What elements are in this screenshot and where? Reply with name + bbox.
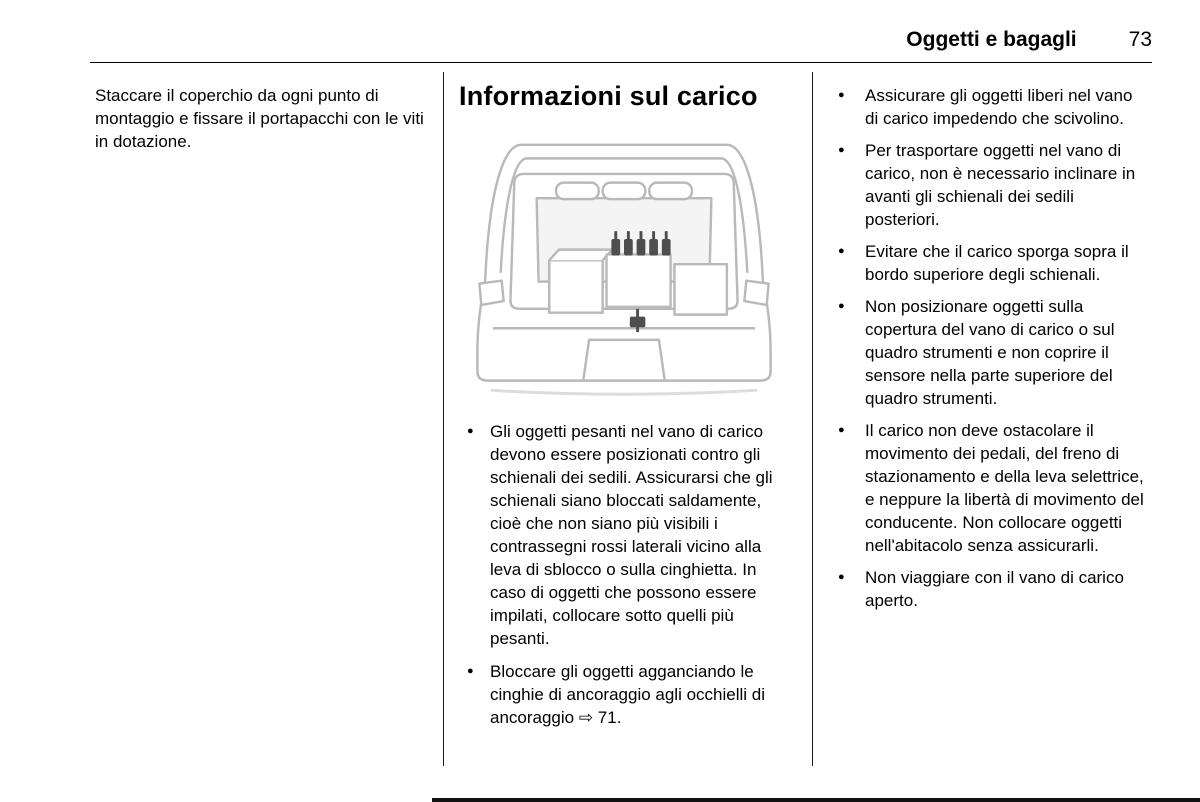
right-column (832, 84, 1144, 621)
right-bullet-list (832, 84, 1144, 612)
list-item (459, 420, 791, 650)
list-item (832, 566, 1144, 612)
list-item (832, 139, 1144, 231)
list-item-text: Il carico non deve ostacolare il movimento dei pedali, del freno di stazionamento e della leva selettrice, e neppure la libertà di movimento del conducente. Non collocare oggetti nell'abitacolo senza assicurarli. (865, 421, 1144, 555)
bullet-icon (459, 660, 490, 729)
page-bottom-edge (432, 798, 1200, 802)
list-item (832, 295, 1144, 410)
page-number: 73 (1128, 28, 1152, 51)
bullet-icon (459, 420, 490, 650)
list-item-text: Assicurare gli oggetti liberi nel vano di carico impedendo che scivolino. (865, 86, 1133, 128)
bullet-icon (832, 240, 865, 286)
car-rear-illustration-svg (459, 134, 789, 406)
page-header (90, 28, 1152, 52)
section-heading: Informazioni sul carico (459, 81, 758, 111)
list-item-text: Per trasportare oggetti nel vano di carico, non è necessario inclinare in avanti gli schienali dei sedili posteriori. (865, 141, 1136, 229)
middle-column (459, 80, 791, 739)
left-column (95, 84, 437, 153)
bullet-icon (832, 84, 865, 130)
bullet-icon (832, 295, 865, 410)
chapter-title: Oggetti e bagagli (906, 28, 1077, 51)
list-item-text: Evitare che il carico sporga sopra il bordo superiore degli schienali. (865, 242, 1129, 284)
middle-bullet-list (459, 420, 791, 729)
list-item-text: Non posizionare oggetti sulla copertura del vano di carico o sul quadro strumenti e non coprire il sensore nella parte superiore del quadro strumenti. (865, 297, 1115, 408)
left-column-paragraph: Staccare il coperchio da ogni punto di montaggio e fissare il portapacchi con le viti in dotazione. (95, 86, 424, 151)
list-item-text: Non viaggiare con il vano di carico aperto. (865, 568, 1124, 610)
column-divider-1 (443, 72, 444, 766)
column-divider-2 (812, 72, 813, 766)
list-item-text: Gli oggetti pesanti nel vano di carico devono essere posizionati contro gli schienali dei sedili. Assicurarsi che gli schienali siano bloccati saldamente, cioè che non siano più visibili i contrassegni rossi laterali vicino alla leva di sblocco o sulla cinghietta. In caso di oggetti che possono essere impilati, collocare sotto quelli più pesanti. (490, 422, 773, 648)
bullet-icon (832, 566, 865, 612)
header-rule (90, 62, 1152, 63)
bullet-icon (832, 139, 865, 231)
list-item (832, 84, 1144, 130)
list-item (459, 660, 791, 729)
list-item-text: Bloccare gli oggetti agganciando le cinghie di ancoraggio agli occhielli di ancoraggio ⇨ 71. (490, 662, 766, 727)
cargo-area-illustration (459, 134, 789, 406)
list-item (832, 240, 1144, 286)
list-item (832, 419, 1144, 557)
bullet-icon (832, 419, 865, 557)
